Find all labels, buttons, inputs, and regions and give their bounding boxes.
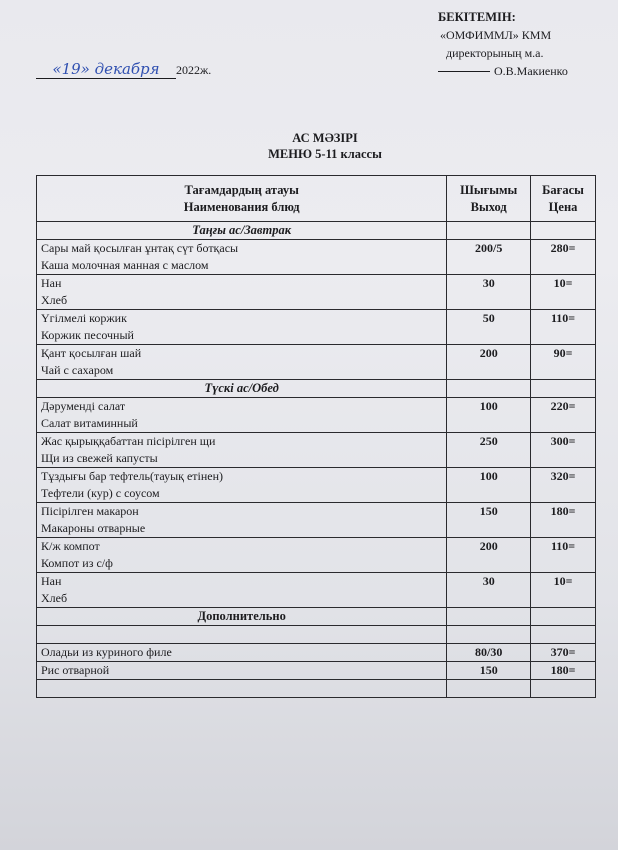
empty-cell [531,608,596,626]
dish-price: 10= [531,573,596,608]
section-row-extra [37,608,596,626]
dish-output: 100 [447,468,531,503]
table-row [37,538,596,573]
dish-name-kz: Қант қосылған шай [41,346,142,360]
table-row [37,310,596,345]
dish-name [37,310,447,345]
table-row [37,503,596,538]
menu-title: АС МӘЗІРІ [292,131,358,145]
header-name-kz: Тағамдардың атауы [184,182,299,197]
dish-output: 200/5 [447,240,531,275]
dish-name-ru: Коржик песочный [41,328,134,342]
dish-price: 180= [531,503,596,538]
dish-output: 100 [447,398,531,433]
empty-cell [531,680,596,698]
empty-cell [531,626,596,644]
table-row [37,573,596,608]
dish-name [37,538,447,573]
dish-output: 30 [447,275,531,310]
dish-name-kz: Нан [41,574,62,588]
header-output-ru: Выход [470,199,507,214]
empty-cell [531,222,596,240]
dish-name-kz: Пісірілген макарон [41,504,139,518]
date-line [36,60,211,79]
empty-cell [447,680,531,698]
dish-name-kz: Нан [41,276,62,290]
dish-price: 10= [531,275,596,310]
approval-signature-line [438,62,568,80]
dish-name-kz: Үгілмелі коржик [41,311,127,325]
dish-name-ru: Салат витаминный [41,416,138,430]
dish-name-ru: Хлеб [41,591,68,605]
header-name [37,176,447,222]
section-row-breakfast [37,222,596,240]
header-name-ru: Наименования блюд [183,199,300,214]
empty-cell [37,626,447,644]
header-output [447,176,531,222]
dish-name-kz: Тұздығы бар тефтель(тауық етінен) [41,469,224,483]
dish-price: 370= [531,644,596,662]
approval-position: директорының м.а. [446,46,544,60]
dish-name [37,468,447,503]
dish-output: 200 [447,345,531,380]
section-row-lunch [37,380,596,398]
empty-cell [531,380,596,398]
approval-org: «ОМФИММЛ» КММ [440,28,552,42]
dish-output: 250 [447,433,531,468]
dish-name [37,503,447,538]
dish-name-ru: Макароны отварные [41,521,146,535]
dish-output: 30 [447,573,531,608]
table-row [37,398,596,433]
dish-output: 150 [447,503,531,538]
menu-subtitle: МЕНЮ 5-11 классы [268,147,382,161]
table-row [37,240,596,275]
table-row [37,662,596,680]
table-row [37,345,596,380]
dish-name [37,573,447,608]
table-row [37,468,596,503]
menu-table [36,175,596,698]
empty-cell [447,380,531,398]
dish-name: Рис отварной [37,662,447,680]
dish-name [37,433,447,468]
table-row [37,275,596,310]
dish-name-ru: Чай с сахаром [41,363,114,377]
dish-name [37,240,447,275]
dish-name [37,398,447,433]
table-row-empty [37,626,596,644]
dish-price: 220= [531,398,596,433]
dish-name: Оладьи из куриного филе [37,644,447,662]
table-row [37,644,596,662]
section-title-lunch: Түскі ас/Обед [37,380,447,398]
dish-price: 320= [531,468,596,503]
section-title-extra: Дополнительно [37,608,447,626]
dish-output: 50 [447,310,531,345]
dish-price: 300= [531,433,596,468]
dish-price: 280= [531,240,596,275]
dish-name-ru: Компот из с/ф [41,556,113,570]
table-header [37,176,596,222]
dish-name-ru: Щи из свежей капусты [41,451,158,465]
dish-name-kz: Жас қырыққабаттан пісірілген щи [41,434,216,448]
header-price-ru: Цена [548,199,578,214]
approval-block [438,8,568,80]
date-handwritten: «19» декабря [36,60,176,79]
dish-price: 110= [531,310,596,345]
dish-name-kz: Сары май қосылған ұнтақ сүт ботқасы [41,241,239,255]
empty-cell [447,608,531,626]
dish-price: 110= [531,538,596,573]
table-row [37,433,596,468]
dish-output: 150 [447,662,531,680]
header-price-kz: Бағасы [542,182,584,197]
signature-blank [438,71,490,72]
dish-name [37,275,447,310]
dish-name-ru: Хлеб [41,293,68,307]
header-output-kz: Шығымы [460,182,518,197]
dish-price: 90= [531,345,596,380]
dish-name-ru: Тефтели (кур) с соусом [41,486,160,500]
empty-cell [447,222,531,240]
table-row-empty [37,680,596,698]
dish-output: 200 [447,538,531,573]
dish-name [37,345,447,380]
empty-cell [447,626,531,644]
header-price [531,176,596,222]
empty-cell [37,680,447,698]
approval-title: БЕКІТЕМІН: [438,10,516,24]
dish-price: 180= [531,662,596,680]
approval-signer: О.В.Макиенко [494,64,568,78]
dish-name-kz: Дәруменді салат [41,399,126,413]
dish-name-kz: К/ж компот [41,539,100,553]
dish-output: 80/30 [447,644,531,662]
date-year: 2022ж. [176,63,212,77]
dish-name-ru: Каша молочная манная с маслом [41,258,209,272]
section-title-breakfast: Таңғы ас/Завтрак [37,222,447,240]
